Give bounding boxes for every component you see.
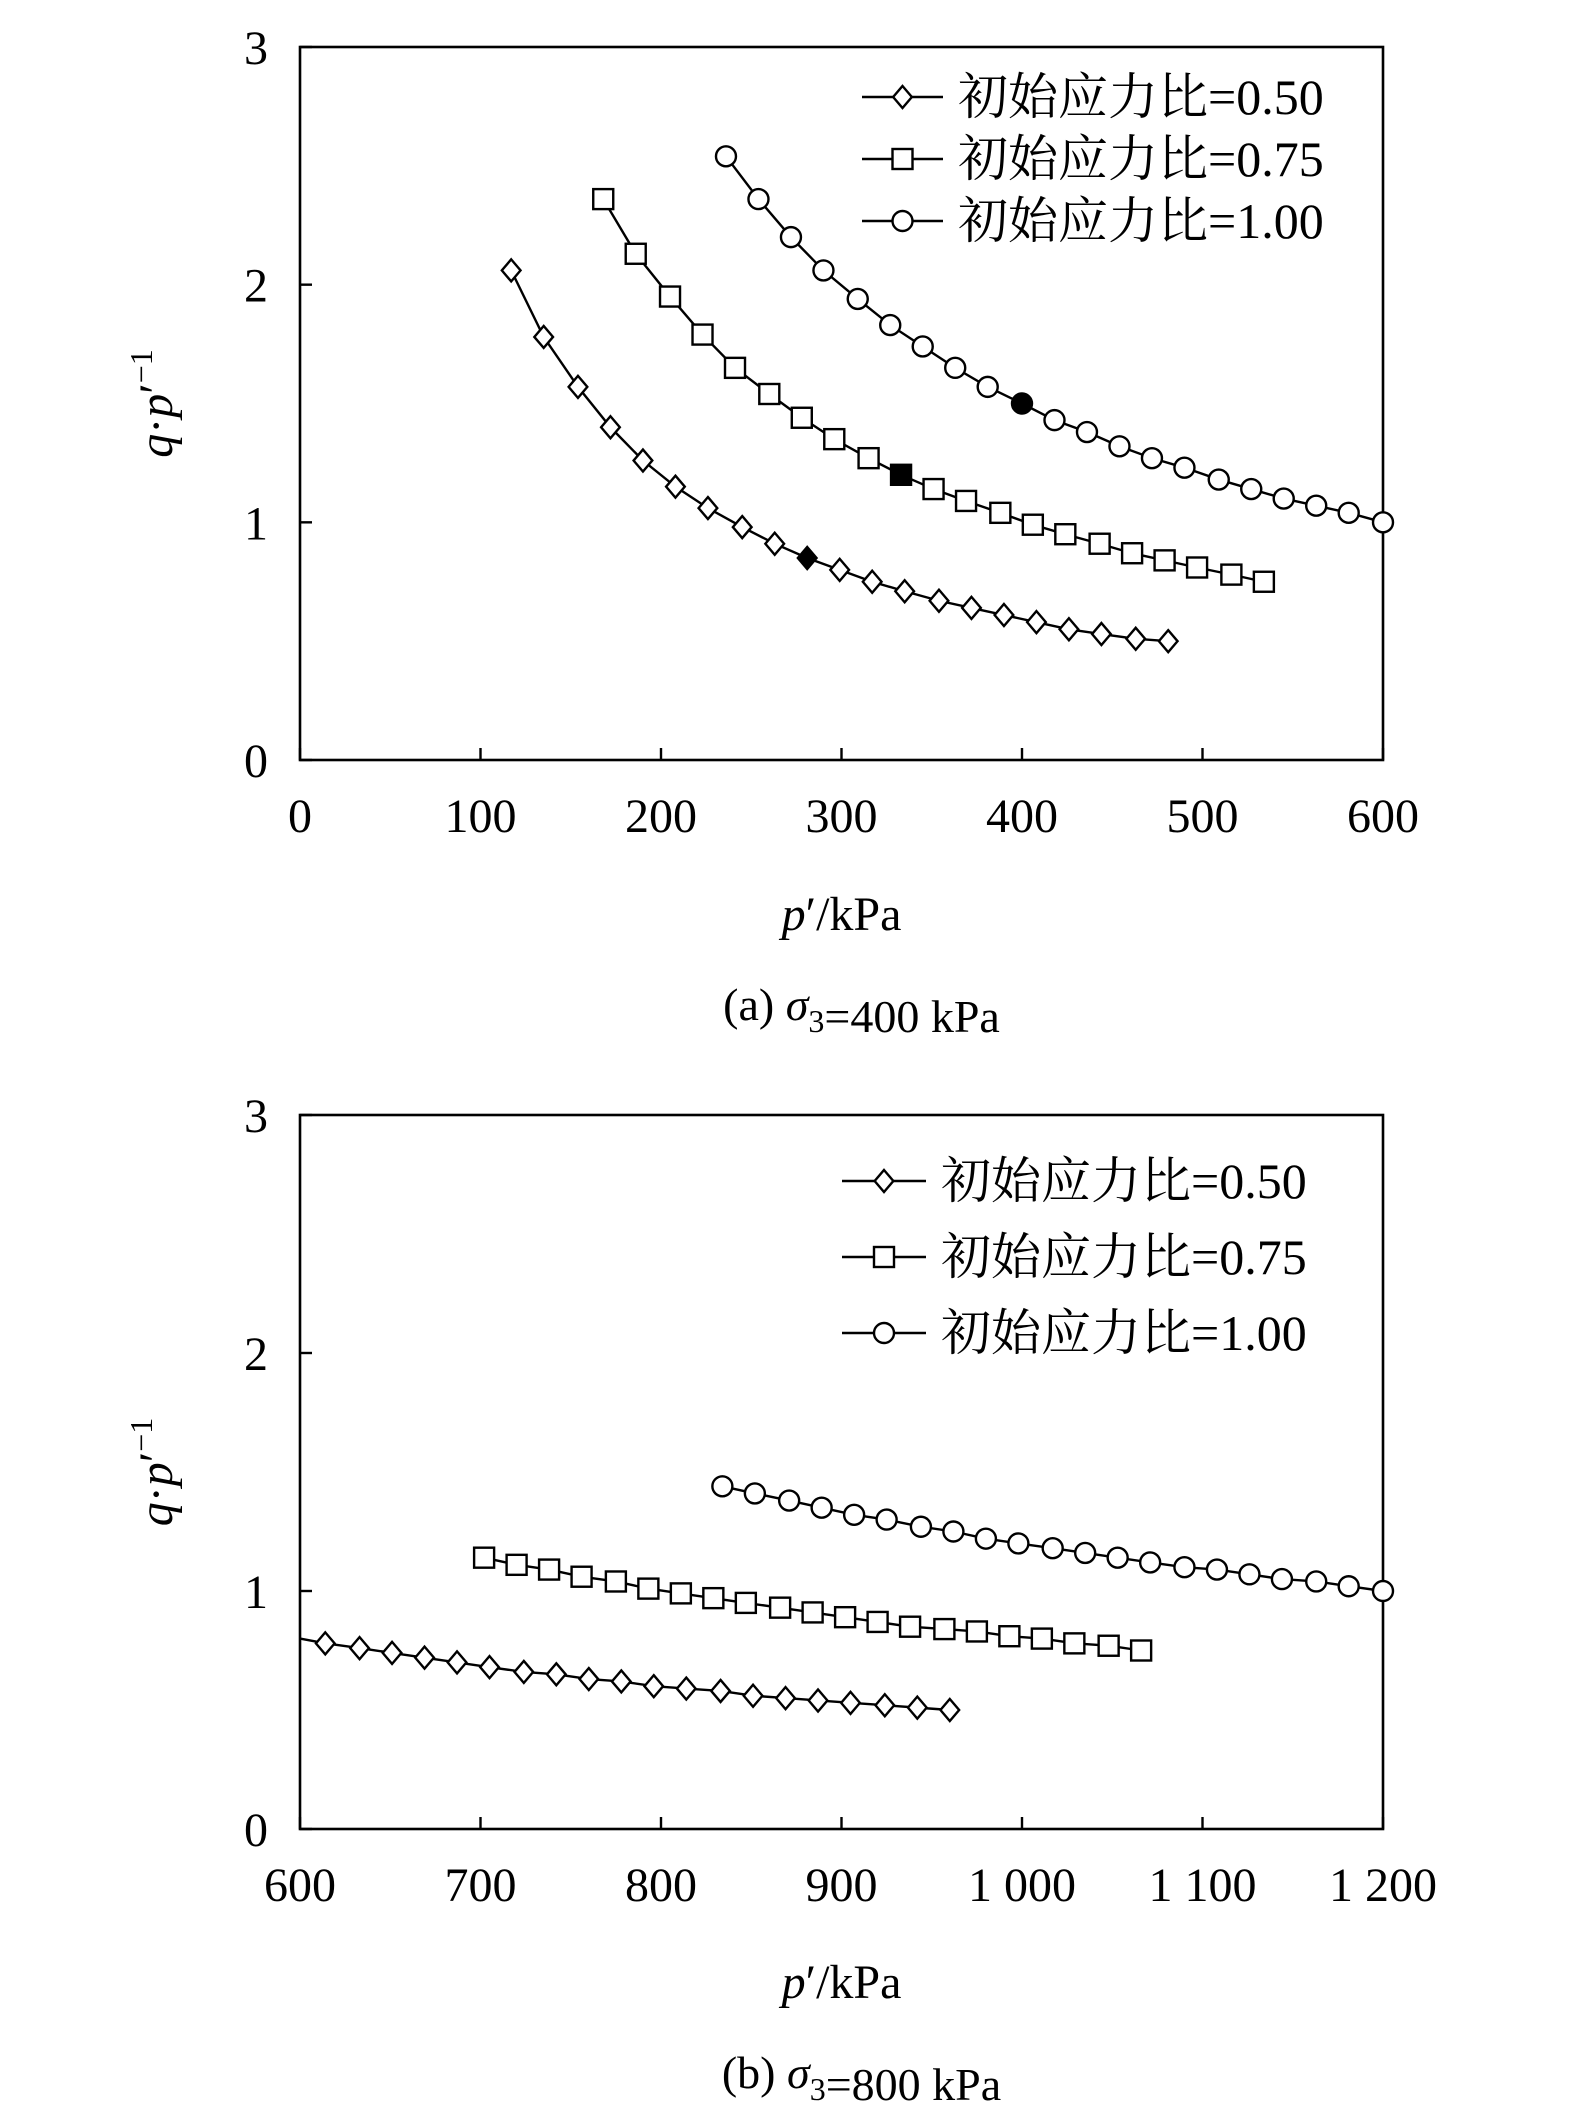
series-diamond [502, 259, 1178, 652]
y-tick-label: 0 [244, 735, 268, 788]
x-tick-label: 600 [264, 1859, 336, 1912]
data-point [1032, 1629, 1052, 1649]
data-point [943, 1522, 963, 1542]
data-point [1339, 503, 1359, 523]
data-point [660, 287, 680, 307]
data-point [776, 1687, 795, 1709]
data-point [792, 408, 812, 428]
data-point [812, 1498, 832, 1518]
data-point [945, 358, 965, 378]
data-point [1109, 436, 1129, 456]
data-point [1077, 422, 1097, 442]
data-point [962, 597, 981, 619]
legend-label: 初始应力比=0.50 [958, 69, 1324, 125]
legend-marker [893, 211, 913, 231]
data-point [547, 1663, 566, 1685]
data-point [744, 1685, 763, 1707]
data-point [875, 1694, 894, 1716]
data-point [895, 580, 914, 602]
data-point [824, 429, 844, 449]
series-diamond [300, 1632, 959, 1721]
data-point [934, 1619, 954, 1639]
chart-caption: (b) $\sigma_3=800$ kPa [721, 2047, 1002, 2110]
data-point [745, 1483, 765, 1503]
data-point [733, 516, 752, 538]
legend-marker [874, 1323, 894, 1343]
data-point [1174, 1557, 1194, 1577]
data-point [502, 259, 521, 281]
y-axis-label: $q\cdot p'^{-1}$ [123, 1417, 183, 1527]
legend-label: 初始应力比=0.75 [941, 1229, 1307, 1285]
x-tick-label: 1 200 [1329, 1859, 1437, 1912]
data-point [448, 1651, 467, 1673]
data-point [770, 1598, 790, 1618]
data-point [1339, 1576, 1359, 1596]
data-point [1221, 565, 1241, 585]
data-point [798, 547, 817, 569]
data-point [781, 227, 801, 247]
data-point [835, 1607, 855, 1627]
data-point [765, 533, 784, 555]
y-tick-label: 3 [244, 22, 268, 75]
data-point [924, 479, 944, 499]
data-point [677, 1678, 696, 1700]
x-tick-label: 400 [986, 790, 1058, 843]
data-point [1064, 1633, 1084, 1653]
series-circle [712, 1476, 1393, 1601]
data-point [1254, 572, 1274, 592]
data-point [1239, 1564, 1259, 1584]
x-tick-label: 800 [625, 1859, 697, 1912]
data-point [1306, 1571, 1326, 1591]
data-point [572, 1567, 592, 1587]
legend-marker [893, 149, 913, 169]
x-tick-label: 1 000 [968, 1859, 1076, 1912]
series-line [511, 270, 1168, 641]
data-point [803, 1602, 823, 1622]
data-point [671, 1583, 691, 1603]
x-tick-label: 700 [444, 1859, 517, 1912]
data-point [638, 1579, 658, 1599]
x-tick-label: 0 [288, 790, 312, 843]
data-point [1174, 458, 1194, 478]
data-point [995, 604, 1014, 626]
data-point [606, 1571, 626, 1591]
data-point [967, 1621, 987, 1641]
plot-frame [300, 1115, 1383, 1829]
data-point [863, 571, 882, 593]
data-point [809, 1689, 828, 1711]
chart-b [123, 1090, 1437, 2110]
data-point [1131, 1641, 1151, 1661]
data-point [1044, 410, 1064, 430]
y-tick-label: 0 [244, 1804, 268, 1857]
legend-label: 初始应力比=1.00 [958, 193, 1324, 249]
data-point [1306, 496, 1326, 516]
data-point [415, 1647, 434, 1669]
data-point [1241, 479, 1261, 499]
data-point [759, 384, 779, 404]
data-point [868, 1612, 888, 1632]
data-point [626, 244, 646, 264]
data-point [1209, 470, 1229, 490]
chart-caption: (a) $\sigma_3=400$ kPa [723, 979, 1000, 1042]
data-point [877, 1510, 897, 1530]
data-point [1090, 534, 1110, 554]
data-point [1373, 1581, 1393, 1601]
data-point [1092, 623, 1111, 645]
legend-marker [893, 86, 912, 108]
data-point [913, 336, 933, 356]
data-point [1075, 1543, 1095, 1563]
data-point [474, 1548, 494, 1568]
data-point [1043, 1538, 1063, 1558]
data-point [736, 1593, 756, 1613]
y-tick-label: 3 [244, 1090, 268, 1143]
data-point [1060, 618, 1079, 640]
y-tick-label: 1 [244, 1566, 268, 1619]
data-point [900, 1617, 920, 1637]
legend-marker [874, 1247, 894, 1267]
data-point [693, 325, 713, 345]
x-tick-label: 200 [625, 790, 697, 843]
data-point [1140, 1552, 1160, 1572]
data-point [930, 590, 949, 612]
data-point [711, 1680, 730, 1702]
x-tick-label: 500 [1166, 790, 1239, 843]
data-point [1272, 1569, 1292, 1589]
data-point [703, 1588, 723, 1608]
legend [842, 1153, 1307, 1361]
data-point [1023, 515, 1043, 535]
data-point [813, 260, 833, 280]
x-axis-label: p′/kPa [781, 888, 902, 941]
y-tick-label: 1 [244, 497, 268, 551]
y-tick-label: 2 [244, 1328, 268, 1381]
data-point [1373, 512, 1393, 532]
x-tick-label: 100 [444, 790, 517, 843]
series-line [603, 199, 1264, 582]
data-point [1027, 611, 1046, 633]
legend-label: 初始应力比=0.50 [941, 1153, 1307, 1209]
data-point [841, 1692, 860, 1714]
data-point [891, 465, 911, 485]
legend [862, 69, 1324, 249]
data-point [1126, 628, 1145, 650]
data-point [716, 146, 736, 166]
data-point [908, 1697, 927, 1719]
data-point [859, 448, 879, 468]
data-point [1108, 1548, 1128, 1568]
data-point [1099, 1636, 1119, 1656]
data-point [999, 1626, 1019, 1646]
y-tick-label: 2 [244, 259, 268, 313]
data-point [514, 1661, 533, 1683]
data-point [956, 491, 976, 511]
data-point [725, 358, 745, 378]
x-tick-label: 900 [805, 1859, 878, 1912]
data-point [1159, 630, 1178, 652]
legend-label: 初始应力比=0.75 [958, 131, 1324, 187]
data-point [316, 1632, 335, 1654]
x-tick-label: 600 [1347, 790, 1419, 843]
x-tick-label: 300 [805, 790, 878, 843]
data-point [1155, 550, 1175, 570]
data-point [579, 1668, 598, 1690]
data-point [779, 1491, 799, 1511]
data-point [712, 1476, 732, 1496]
data-point [507, 1555, 527, 1575]
series-square [593, 189, 1274, 592]
data-point [1122, 543, 1142, 563]
y-axis-label: $q\cdot p'^{-1}$ [123, 349, 183, 458]
data-point [1055, 524, 1075, 544]
data-point [978, 377, 998, 397]
data-point [1207, 1560, 1227, 1580]
data-point [830, 559, 849, 581]
series-square [474, 1548, 1151, 1661]
data-point [350, 1637, 369, 1659]
data-point [911, 1517, 931, 1537]
data-point [1274, 489, 1294, 509]
data-point [880, 315, 900, 335]
data-point [1187, 557, 1207, 577]
data-point [1012, 394, 1032, 414]
data-point [748, 189, 768, 209]
data-point [940, 1699, 959, 1721]
x-axis-label: p′/kPa [781, 1956, 902, 2009]
data-point [480, 1656, 499, 1678]
data-point [666, 476, 685, 498]
data-point [844, 1505, 864, 1525]
legend-marker [875, 1170, 894, 1192]
x-tick-label: 1 100 [1148, 1859, 1257, 1912]
data-point [612, 1670, 631, 1692]
data-point [976, 1529, 996, 1549]
chart-a [123, 22, 1419, 1042]
legend-label: 初始应力比=1.00 [941, 1305, 1307, 1361]
data-point [644, 1675, 663, 1697]
data-point [990, 503, 1010, 523]
data-point [848, 289, 868, 309]
data-point [593, 189, 613, 209]
data-point [1142, 448, 1162, 468]
data-point [699, 497, 718, 519]
data-point [539, 1560, 559, 1580]
data-point [383, 1642, 402, 1664]
data-point [1008, 1533, 1028, 1553]
